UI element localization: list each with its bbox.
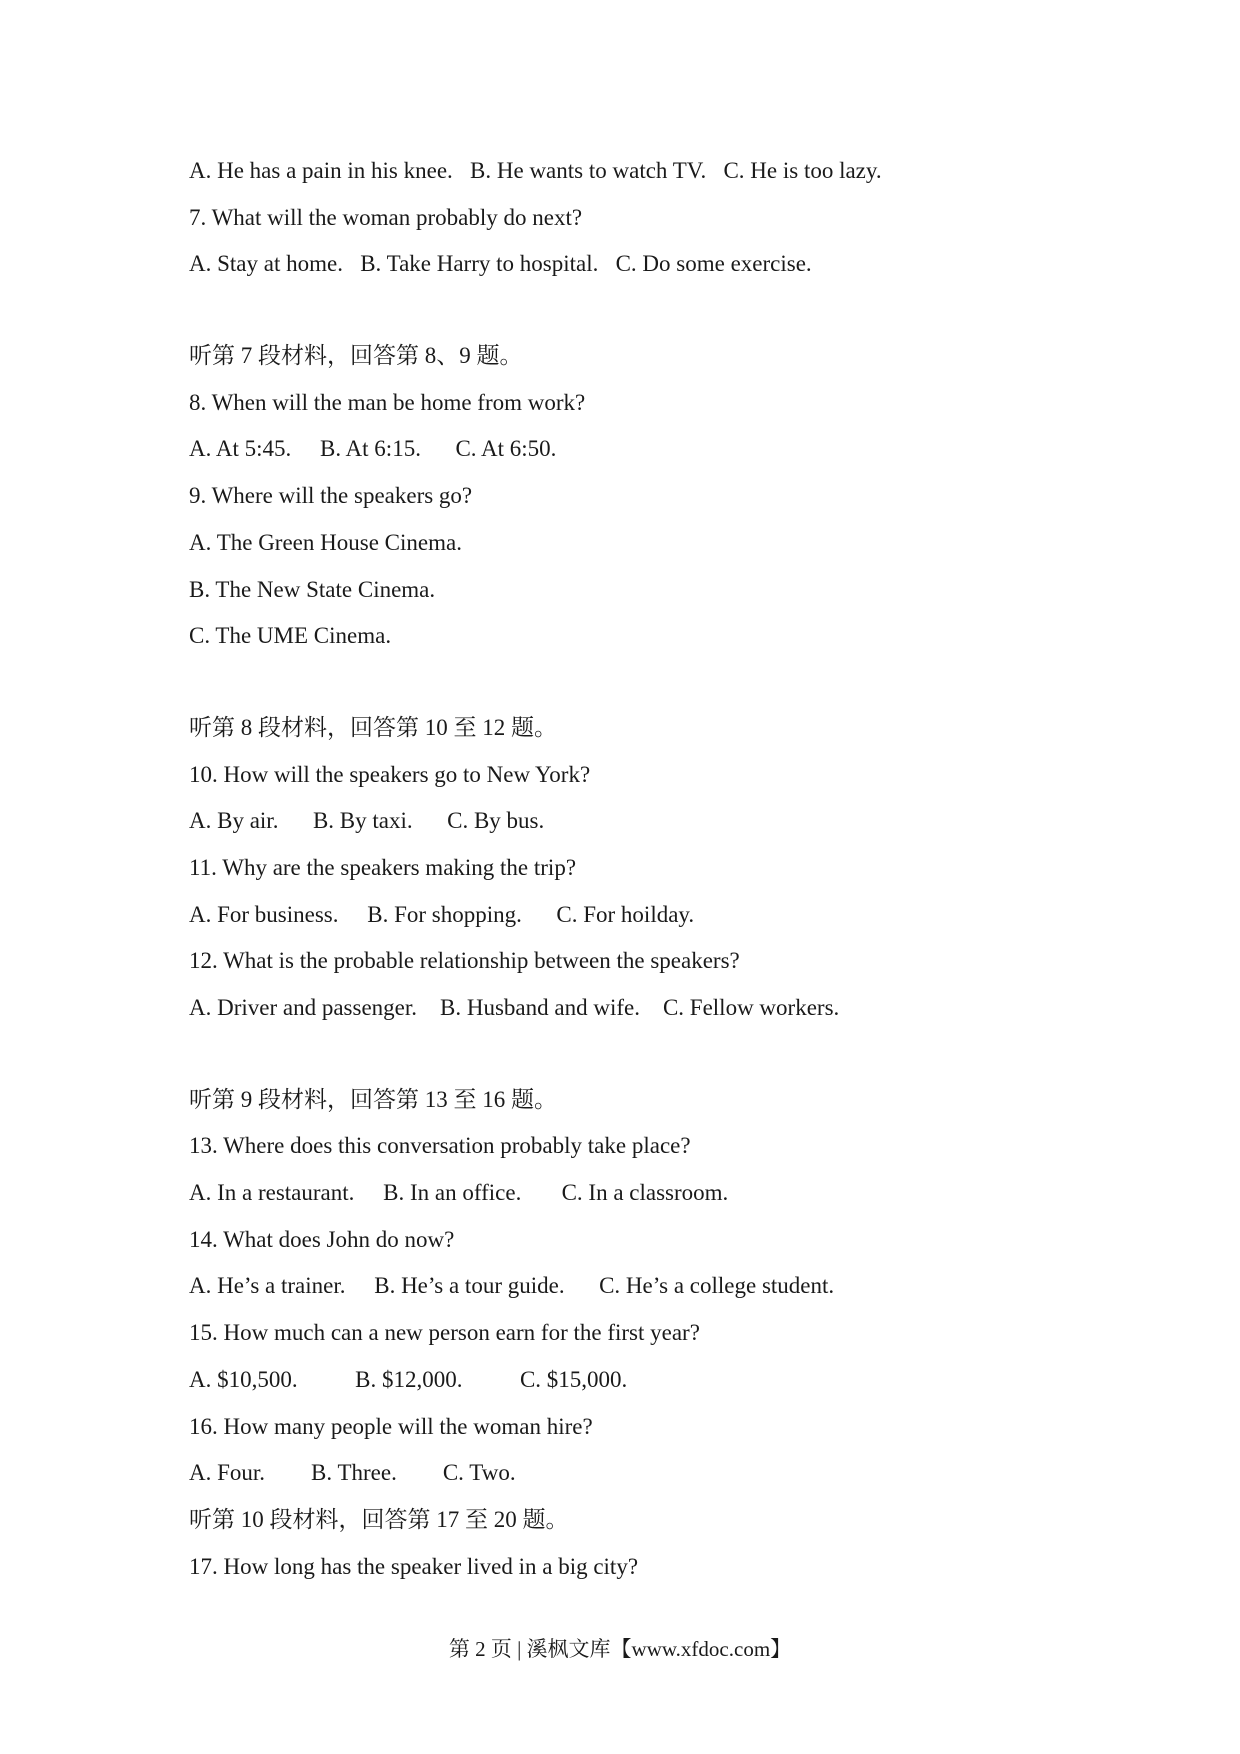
blank-gap: [189, 670, 1089, 715]
question-line: 13. Where does this conversation probably take place?: [189, 1133, 691, 1159]
question-line: 10. How will the speakers go to New York?: [189, 761, 591, 787]
question-line: 16. How many people will the woman hire?: [189, 1413, 593, 1439]
blank-gap: [189, 298, 1089, 343]
option-line: B. The New State Cinema.: [189, 576, 436, 602]
options-line: A. By air. B. By taxi. C. By bus.: [189, 808, 545, 834]
options-line: A. He’s a trainer. B. He’s a tour guide. C. He’s a college student.: [189, 1273, 835, 1299]
options-line: A. For business. B. For shopping. C. For hoilday.: [189, 901, 695, 927]
page-footer: 第 2 页 | 溪枫文库【www.xfdoc.com】: [448, 1637, 792, 1661]
question-line: 12. What is the probable relationship between the speakers?: [189, 948, 740, 974]
question-line: 17. How long has the speaker lived in a big city?: [189, 1553, 639, 1579]
options-line: A. In a restaurant. B. In an office. C. In a classroom.: [189, 1180, 729, 1206]
options-line: A. $10,500. B. $12,000. C. $15,000.: [189, 1366, 628, 1392]
option-line: A. The Green House Cinema.: [189, 529, 462, 555]
options-line: A. Stay at home. B. Take Harry to hospital. C. Do some exercise.: [189, 251, 812, 277]
section-instruction: 听第 9 段材料，回答第 13 至 16 题。: [189, 1086, 557, 1112]
question-line: 8. When will the man be home from work?: [189, 389, 586, 415]
question-line: 15. How much can a new person earn for the first year?: [189, 1320, 700, 1346]
options-line: A. At 5:45. B. At 6:15. C. At 6:50.: [189, 436, 557, 462]
question-line: 14. What does John do now?: [189, 1226, 455, 1252]
question-line: 11. Why are the speakers making the trip?: [189, 854, 577, 880]
options-line: A. Four. B. Three. C. Two.: [189, 1460, 516, 1486]
options-line: A. Driver and passenger. B. Husband and wife. C. Fellow workers.: [189, 995, 840, 1020]
section-instruction: 听第 8 段材料，回答第 10 至 12 题。: [189, 714, 557, 740]
page-content: [189, 158, 1089, 1600]
question-line: 9. Where will the speakers go?: [189, 483, 473, 509]
section-instruction: 听第 10 段材料，回答第 17 至 20 题。: [189, 1506, 569, 1532]
question-line: 7. What will the woman probably do next?: [189, 204, 583, 230]
option-line: C. The UME Cinema.: [189, 623, 392, 649]
blank-gap: [189, 1042, 1089, 1087]
text-line: A. He has a pain in his knee. B. He wants to watch TV. C. He is too lazy.: [189, 158, 882, 183]
section-instruction: 听第 7 段材料，回答第 8、9 题。: [189, 343, 523, 369]
